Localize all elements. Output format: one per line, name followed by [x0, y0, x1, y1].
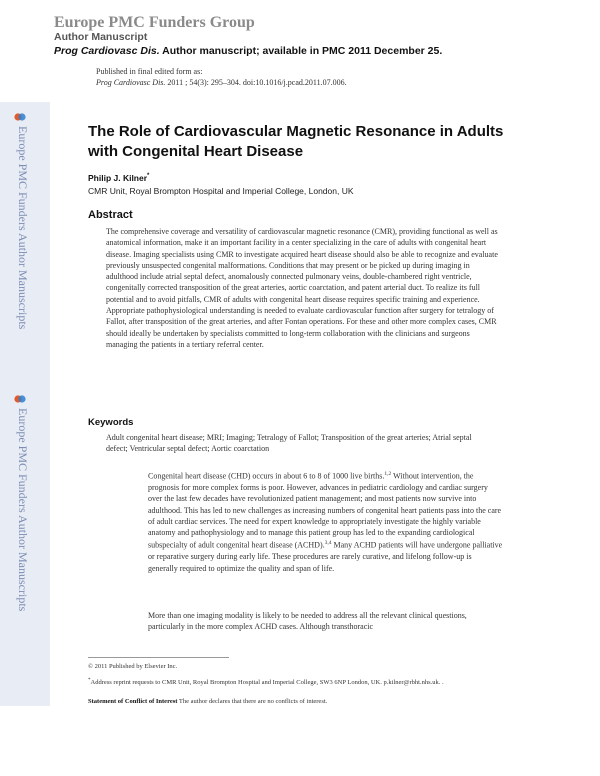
- conflict-of-interest-statement: [88, 698, 327, 705]
- availability-note: Author manuscript; available in PMC 2011 December 25.: [162, 45, 443, 57]
- europe-pmc-logo-icon: [14, 112, 26, 122]
- conflict-label: Statement of Conflict of Interest: [88, 698, 178, 705]
- citation-line: [96, 78, 347, 87]
- author-footnote-marker: *: [147, 173, 150, 180]
- article-title: The Role of Cardiovascular Magnetic Resonance in Adults with Congenital Heart Disease: [88, 123, 504, 160]
- abstract-text: The comprehensive coverage and versatility of cardiovascular magnetic resonance (CMR), providing functional as well as anatomical information, make it an important facility in a center specializing in the care of adults with congenital heart disease. Imaging specialists using CMR to investigate acquired heart disease should also be able to recognize and evaluate previously unsuspected congenital malformations. Conditions that may present or be picked up during imaging in adulthood include atrial septal defect, anomalously connected pulmonary veins, double-chambered right ventricle, congenitally corrected transposition of the great arteries, aortic coarctation, and patent arterial duct. To realize its full potential and to avoid pitfalls, CMR of adults with congenital heart disease requires specific training and experience. Appropriate pathophysiological understanding is needed to evaluate cardiovascular function after surgery for tetralogy of Fallot, after transposition of the great arteries, and after Fontan operations. For these and other more complex cases, CMR should ideally be undertaken by specialists committed to long-term collaboration with the clinicians and surgeons managing the patients in a tertiary referral center.: [106, 227, 498, 349]
- copyright-notice: © 2011 Published by Elsevier Inc.: [88, 663, 178, 670]
- manuscript-availability-line: [54, 45, 442, 57]
- sidebar-label-bottom: Europe PMC Funders Author Manuscripts: [16, 408, 30, 612]
- author-affiliation: CMR Unit, Royal Brompton Hospital and Imperial College, London, UK: [88, 186, 354, 196]
- reprint-footnote-text: Address reprint requests to CMR Unit, Royal Brompton Hospital and Imperial College, SW3 6NP London, UK. p.kilner@rbht.nhs.uk. .: [90, 679, 444, 687]
- reference-citation[interactable]: 1,2: [384, 471, 392, 477]
- citation-journal: Prog Cardiovasc Dis.: [96, 78, 166, 87]
- left-sidebar: [0, 102, 50, 706]
- reprint-footnote-marker: *: [88, 678, 91, 683]
- reprint-footnote: [88, 676, 498, 689]
- keywords-text: Adult congenital heart disease; MRI; Imaging; Tetralogy of Fallot; Transposition of the great arteries; Atrial septal defect; Ventricular septal defect; Aortic coarctation: [106, 433, 472, 454]
- paragraph-text: Congenital heart disease (CHD) occurs in about 6 to 8 of 1000 live births.: [148, 471, 385, 481]
- abstract-heading: Abstract: [88, 209, 133, 221]
- paragraph-text: Many ACHD patients will have undergone palliative or reparative surgery during early life. These procedures are rarely curative, and lifelong follow-up is generally required to optimize the quality and span of life.: [148, 541, 503, 573]
- conflict-text: The author declares that there are no conflicts of interest.: [177, 698, 328, 705]
- author-name: [88, 173, 149, 183]
- footnote-divider: [88, 657, 229, 658]
- paragraph-text: Without intervention, the prognosis for more complex forms is poor. However, advances in pediatric cardiology and cardiac surgery over the last few decades have revolutionized patient management; and most patients now survive into adulthood. This has led to new challenges as increasing numbers of congenital heart patients pass into the care of adult cardiac services. The need for expert knowledge to appropriately investigate the highly variable anatomy and pathophysiology and to manage this patient group has led to the expanding cardiological subspecialty of adult congenital heart disease (ACHD).: [148, 471, 502, 551]
- europe-pmc-logo-icon: [14, 394, 26, 404]
- keywords-heading: Keywords: [88, 417, 134, 428]
- sidebar-label-top: Europe PMC Funders Author Manuscripts: [16, 126, 30, 330]
- body-paragraph-2: More than one imaging modality is likely to be needed to address all the relevant clinical questions, particularly in the more complex ACHD cases. Although transthoracic: [148, 611, 467, 632]
- citation-details: 2011 ; 54(3): 295–304. doi:10.1016/j.pcad.2011.07.006.: [165, 78, 347, 87]
- journal-name: Prog Cardiovasc Dis.: [54, 45, 160, 57]
- final-form-label: Published in final edited form as:: [96, 67, 203, 76]
- funders-group-title: Europe PMC Funders Group: [54, 14, 255, 31]
- reference-citation[interactable]: 3,4: [324, 540, 332, 547]
- author-manuscript-label: Author Manuscript: [54, 31, 148, 43]
- author-name-text: Philip J. Kilner: [88, 173, 148, 183]
- body-paragraph-1: [148, 469, 503, 574]
